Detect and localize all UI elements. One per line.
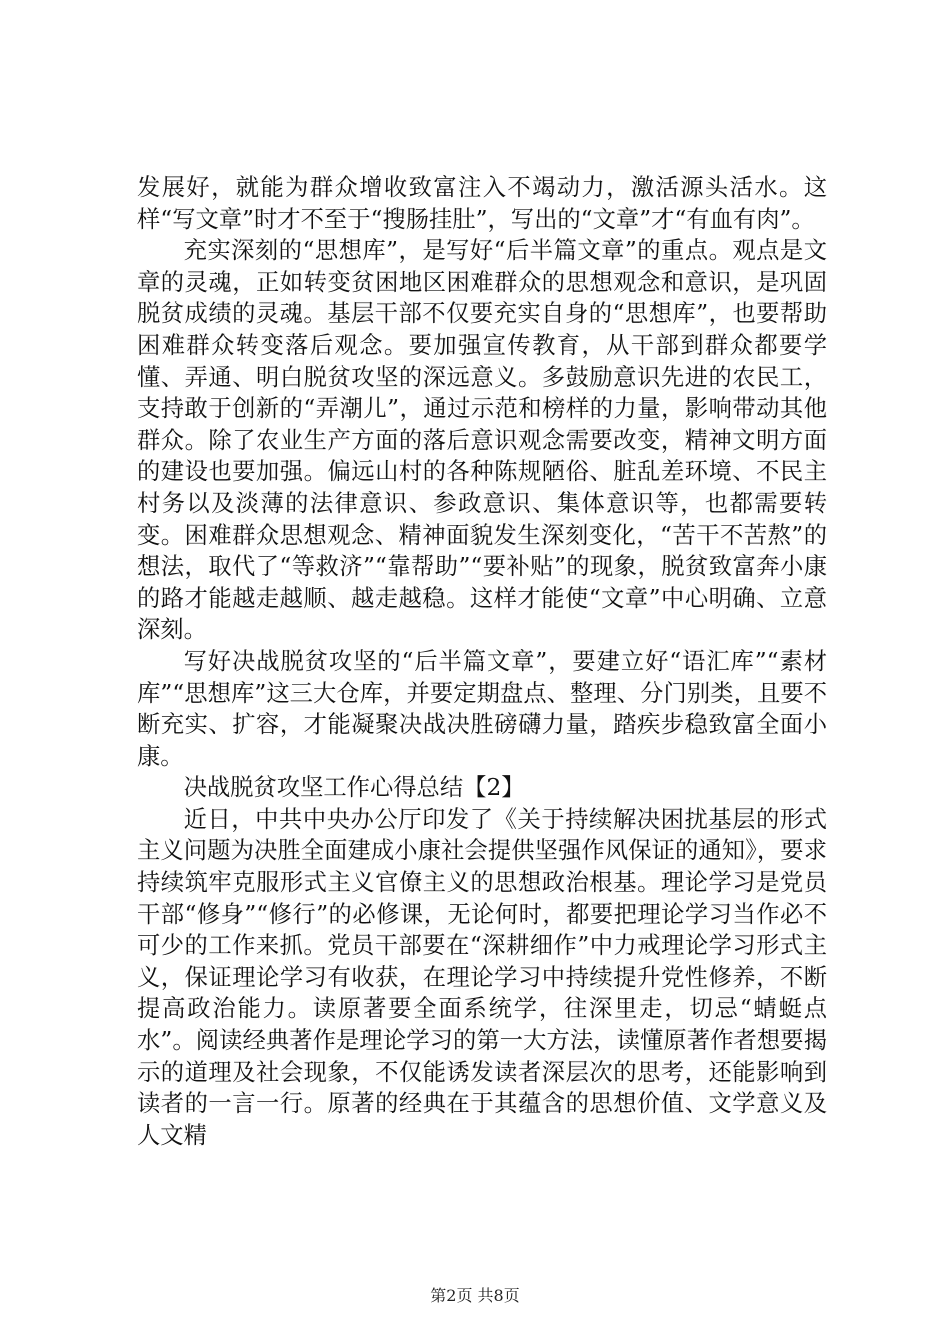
paragraph-thought-library: 充实深刻的“思想库”，是写好“后半篇文章”的重点。观点是文章的灵魂，正如转变贫困地区困难群众的思想观念和意识，是巩固脱贫成绩的灵魂。基层干部不仅要充实自身的“思想库”，也要帮助困难群众转变落后观念。要加强宣传教育，从干部到群众都要学懂、弄通、明白脱贫攻坚的深远意义。多鼓励意识先进的农民工，支持敢于创新的“弄潮儿”，通过示范和榜样的力量，影响带动其他群众。除了农业生产方面的落后意识观念需要改变，精神文明方面的建设也要加强。偏远山村的各种陈规陋俗、脏乱差环境、不民主村务以及淡薄的法律意识、参政意识、集体意识等，也都需要转变。困难群众思想观念、精神面貌发生深刻变化，“苦干不苦熬”的想法，取代了“等救济”“靠帮助”“要补贴”的现象，脱贫致富奔小康的路才能越走越顺、越走越稳。这样才能使“文章”中心明确、立意深刻。 — [137, 237, 827, 644]
section-heading: 决战脱贫攻坚工作心得总结【2】 — [183, 774, 525, 802]
page-footer: 第2页 共8页 — [430, 1286, 520, 1305]
paragraph-theory-study: 近日，中共中央办公厅印发了《关于持续解决困扰基层的形式主义问题为决胜全面建成小康社会提供坚强作风保证的通知》，要求持续筑牢克服形式主义官僚主义的思想政治根基。理论学习是党员干部“修身”“修行”的必修课，无论何时，都要把理论学习当作必不可少的工作来抓。党员干部要在“深耕细作”中力戒理论学习形式主义，保证理论学习有收获，在理论学习中持续提升党性修养，不断提高政治能力。读原著要全面系统学，往深里走，切忌“蜻蜓点水”。阅读经典著作是理论学习的第一大方法，读懂原著作者想要揭示的道理及社会现象，不仅能诱发读者深层次的思考，还能影响到读者的一言一行。原著的经典在于其蕴含的思想价值、文学意义及人文精 — [137, 805, 827, 1149]
paragraph-three-libraries: 写好决战脱贫攻坚的“后半篇文章”，要建立好“语汇库”“素材库”“思想库”这三大仓库，并要定期盘点、整理、分门别类，且要不断充实、扩容，才能凝聚决战决胜磅礴力量，踏疾步稳致富全面小康。 — [137, 647, 827, 770]
paragraph-continuation: 发展好，就能为群众增收致富注入不竭动力，激活源头活水。这样“写文章”时才不至于“搜肠挂肚”，写出的“文章”才“有血有肉”。 — [137, 174, 827, 233]
body-text — [137, 172, 827, 1151]
